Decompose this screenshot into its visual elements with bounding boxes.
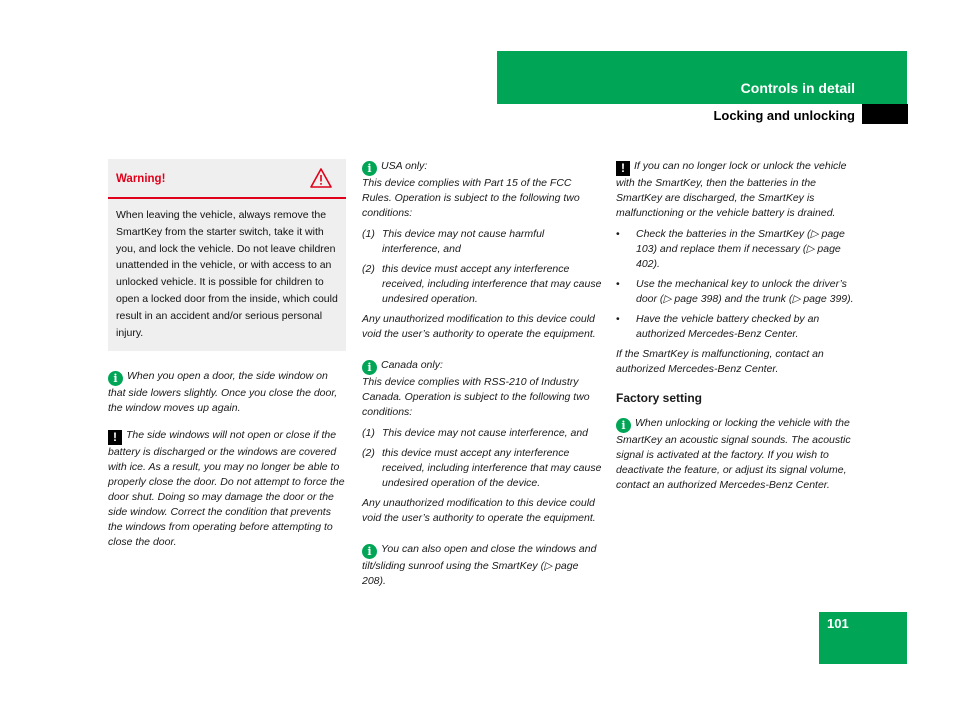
list-item <box>362 227 602 257</box>
info-icon: i <box>362 360 377 375</box>
factory-note <box>616 416 856 493</box>
canada-note <box>362 358 602 375</box>
bullet-icon: • <box>616 313 620 325</box>
bullet-icon: • <box>616 228 620 240</box>
canada-label: Canada only: <box>381 359 443 371</box>
usa-note <box>362 159 602 176</box>
list-number: (1) <box>362 228 375 240</box>
bullet-item <box>616 227 856 272</box>
column-3 <box>616 159 856 499</box>
caution-note <box>616 159 856 221</box>
bullet-item <box>616 277 856 307</box>
warning-header <box>108 159 346 199</box>
canada-text: This device complies with RSS-210 of Industry Canada. Operation is subject to the following two conditions: <box>362 376 590 418</box>
malfunction-text: If the SmartKey is malfunctioning, contact an authorized Mercedes-Benz Center. <box>616 348 824 375</box>
subsection-title: Locking and unlocking <box>713 108 855 123</box>
list-text: This device may not cause interference, and <box>382 427 589 439</box>
list-text: this device must accept any interference received, including interference that may cause undesired operation of the device. <box>382 447 602 489</box>
info-icon: i <box>616 418 631 433</box>
page-number: 101 <box>827 616 849 631</box>
sunroof-note <box>362 542 602 589</box>
header-bar <box>497 51 907 104</box>
sunroof-note-text: You can also open and close the windows and tilt/sliding sunroof using the SmartKey (▷ page 208). <box>362 543 597 587</box>
bullet-item <box>616 312 856 342</box>
canada-footer: Any unauthorized modification to this device could void the user’s authority to operate the equipment. <box>362 497 596 524</box>
header-tab-marker <box>862 104 908 124</box>
bullet-text: Check the batteries in the SmartKey (▷ page 103) and replace them if necessary (▷ page 402). <box>636 228 845 270</box>
info-icon: i <box>362 544 377 559</box>
info-note-text: When you open a door, the side window on that side lowers slightly. Once you close the door, the window moves up again. <box>108 370 338 415</box>
page-number-box <box>819 612 907 664</box>
caution-note <box>108 428 348 550</box>
usa-label: USA only: <box>381 160 428 172</box>
caution-note-text: The side windows will not open or close if the battery is discharged or the windows are covered with ice. As a result, you may no longer be able to properly close the door. Do not attempt to force the door shut. Doing so may damage the door or the side window. Correct the condition that prevents the windows from operating before attempting to close the door. <box>108 429 345 549</box>
column-2 <box>362 159 602 595</box>
caution-note-text: If you can no longer lock or unlock the vehicle with the SmartKey, then the batteries in the SmartKey are discharged, the SmartKey is malfunctioning or the vehicle battery is drained. <box>616 160 847 219</box>
list-number: (2) <box>362 447 375 459</box>
section-title: Controls in detail <box>740 80 855 96</box>
info-note <box>108 369 348 416</box>
factory-setting-heading: Factory setting <box>616 391 703 405</box>
factory-note-text: When unlocking or locking the vehicle with the SmartKey an acoustic signal sounds. The acoustic signal is activated at the factory. If you wish to deactivate the feature, or adjust its signal volume, contact an authorized Mercedes-Benz Center. <box>616 417 851 491</box>
list-number: (2) <box>362 263 375 275</box>
warning-box <box>108 159 346 351</box>
info-icon: i <box>108 371 123 386</box>
info-icon: i <box>362 161 377 176</box>
exclamation-icon: ! <box>108 430 122 445</box>
usa-text: This device complies with Part 15 of the FCC Rules. Operation is subject to the following two conditions: <box>362 177 580 219</box>
list-number: (1) <box>362 427 375 439</box>
exclamation-icon: ! <box>616 161 630 176</box>
warning-triangle-icon <box>310 168 332 188</box>
list-item <box>362 426 602 441</box>
bullet-icon: • <box>616 278 620 290</box>
list-item <box>362 446 602 491</box>
bullet-text: Use the mechanical key to unlock the driver’s door (▷ page 398) and the trunk (▷ page 399). <box>636 278 854 305</box>
list-text: this device must accept any interference received, including interference that may cause undesired operation. <box>382 263 602 305</box>
warning-title: Warning! <box>116 173 166 185</box>
warning-text: When leaving the vehicle, always remove the SmartKey from the starter switch, take it with you, and lock the vehicle. Do not leave children unattended in the vehicle, or with access to an unlocked vehicle. It is possible for children to open a locked door from the inside, which could result in an accident and/or serious personal injury. <box>116 209 338 339</box>
list-item <box>362 262 602 307</box>
usa-footer: Any unauthorized modification to this device could void the user’s authority to operate the equipment. <box>362 313 596 340</box>
list-text: This device may not cause harmful interference, and <box>382 228 545 255</box>
column-1 <box>108 159 348 556</box>
bullet-text: Have the vehicle battery checked by an authorized Mercedes-Benz Center. <box>636 313 820 340</box>
